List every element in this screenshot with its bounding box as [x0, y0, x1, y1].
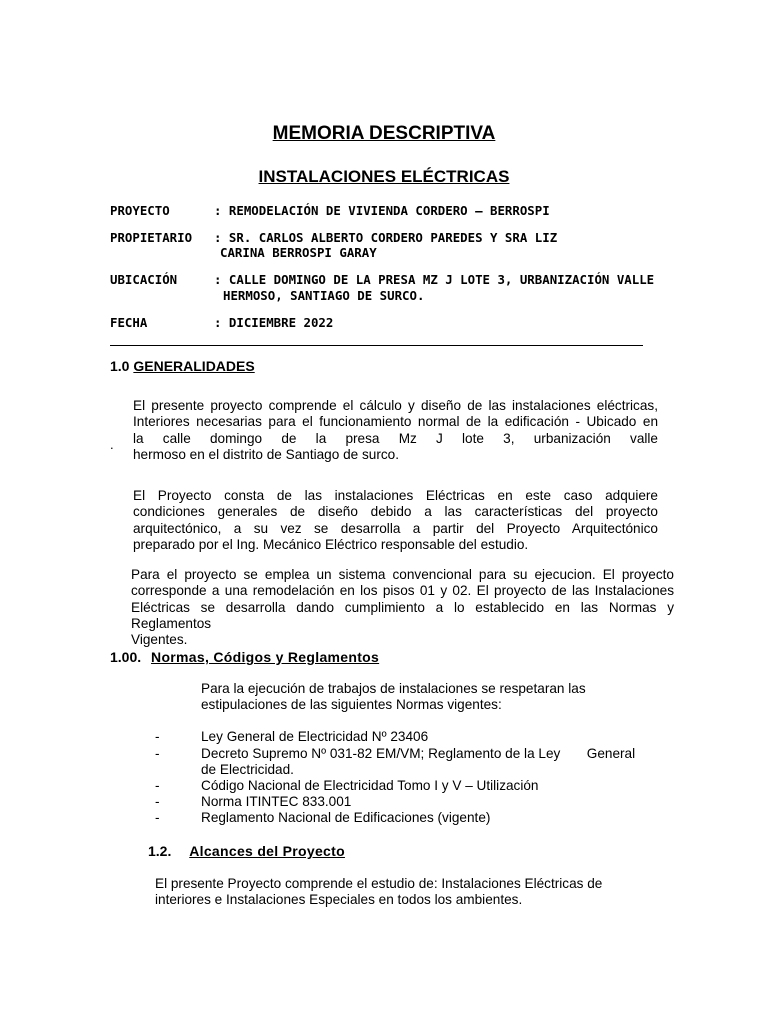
- text-line: El Proyecto consta de las instalaciones Eléctricas en este caso adquiere: [133, 488, 658, 503]
- text-line: interiores e Instalaciones Especiales en todos los ambientes.: [155, 892, 523, 908]
- bullet-item-ley: Ley General de Electricidad Nº 23406: [201, 729, 429, 744]
- field-value-proyecto: : REMODELACIÓN DE VIVIENDA CORDERO – BERROSPI: [214, 203, 550, 218]
- field-value-ubicacion-line1: : CALLE DOMINGO DE LA PRESA MZ J LOTE 3, URBANIZACIÓN VALLE: [214, 272, 655, 287]
- text-line: estipulaciones de las siguientes Normas vigentes:: [201, 697, 502, 713]
- paragraph-generalidades-2: [133, 488, 658, 553]
- bullet-item-decreto-line2: de Electricidad.: [201, 762, 294, 777]
- field-label-propietario: PROPIETARIO: [110, 230, 193, 245]
- paragraph-generalidades-1: [133, 398, 658, 463]
- field-value-fecha: : DICIEMBRE 2022: [214, 315, 334, 330]
- field-value-ubicacion-line2: HERMOSO, SANTIAGO DE SURCO.: [223, 288, 425, 303]
- bullet-item-norma: Norma ITINTEC 833.001: [201, 794, 352, 809]
- paragraph-generalidades-3: [131, 567, 674, 648]
- text-line: la calle domingo de la presa Mz J lote 3, urbanización valle: [133, 430, 658, 446]
- text-line: El presente Proyecto comprende el estudio de: Instalaciones Eléctricas de: [155, 876, 603, 891]
- section-title: Alcances del Proyecto: [189, 843, 345, 859]
- bullet-marker: -: [155, 794, 160, 809]
- field-value-propietario-line2: CARINA BERROSPI GARAY: [220, 245, 377, 260]
- bullet-marker: -: [155, 729, 160, 744]
- bullet-marker: -: [155, 810, 160, 825]
- text-line: Vigentes.: [131, 632, 188, 648]
- text-line: arquitectónico, a su vez se desarrolla a partir del Proyecto Arquitectónico: [133, 520, 658, 536]
- section-alcances-heading: [148, 843, 345, 859]
- section-normas-heading: [110, 649, 379, 665]
- text-line: Para el proyecto se emplea un sistema convencional para su ejecucion. El proyecto: [131, 567, 674, 582]
- field-label-proyecto: PROYECTO: [110, 203, 170, 218]
- document-subtitle: INSTALACIONES ELÉCTRICAS: [258, 167, 510, 186]
- text-line: Para la ejecución de trabajos de instalaciones se respetaran las: [201, 681, 586, 696]
- section-number: 1.00.: [110, 649, 142, 665]
- field-value-propietario-line1: : SR. CARLOS ALBERTO CORDERO PAREDES Y SRA LIZ: [214, 230, 558, 245]
- text-line: condiciones generales de diseño debido a las características del proyecto: [133, 504, 658, 520]
- bullet-item-decreto: Decreto Supremo Nº 031-82 EM/VM; Reglamento de la Ley General: [201, 746, 636, 761]
- section-title: Normas, Códigos y Reglamentos: [151, 649, 380, 665]
- paragraph-normas-intro: [201, 681, 621, 714]
- text-line: Eléctricas se desarrolla dando cumplimiento a lo establecido en las Normas y Reglamentos: [131, 599, 674, 631]
- section-title: GENERALIDADES: [133, 358, 255, 374]
- text-line: preparado por el Ing. Mecánico Eléctrico responsable del estudio.: [133, 536, 529, 552]
- text-line: hermoso en el distrito de Santiago de surco.: [133, 446, 399, 462]
- section-number: 1.2.: [148, 843, 172, 859]
- text-line: El presente proyecto comprende el cálculo y diseño de las instalaciones eléctricas,: [133, 398, 658, 413]
- text-line: corresponde a una remodelación en los pisos 01 y 02. El proyecto de las Instalaciones: [131, 583, 674, 599]
- section-number: 1.0: [110, 358, 130, 374]
- bullet-item-reglamento: Reglamento Nacional de Edificaciones (vigente): [201, 810, 491, 825]
- bullet-marker: -: [155, 778, 160, 793]
- bullet-marker: -: [155, 746, 160, 761]
- bullet-item-codigo: Código Nacional de Electricidad Tomo I y V – Utilización: [201, 778, 539, 793]
- paragraph-alcances: [155, 876, 635, 909]
- field-label-ubicacion: UBICACIÓN: [110, 272, 178, 287]
- field-label-fecha: FECHA: [110, 315, 148, 330]
- header-divider: [110, 345, 643, 346]
- text-line: Interiores necesarias para el funcionamiento normal de la edificación - Ubicado en: [133, 414, 658, 430]
- stray-dot: .: [110, 437, 114, 452]
- section-generalidades-heading: [110, 358, 255, 374]
- document-title: MEMORIA DESCRIPTIVA: [272, 123, 496, 144]
